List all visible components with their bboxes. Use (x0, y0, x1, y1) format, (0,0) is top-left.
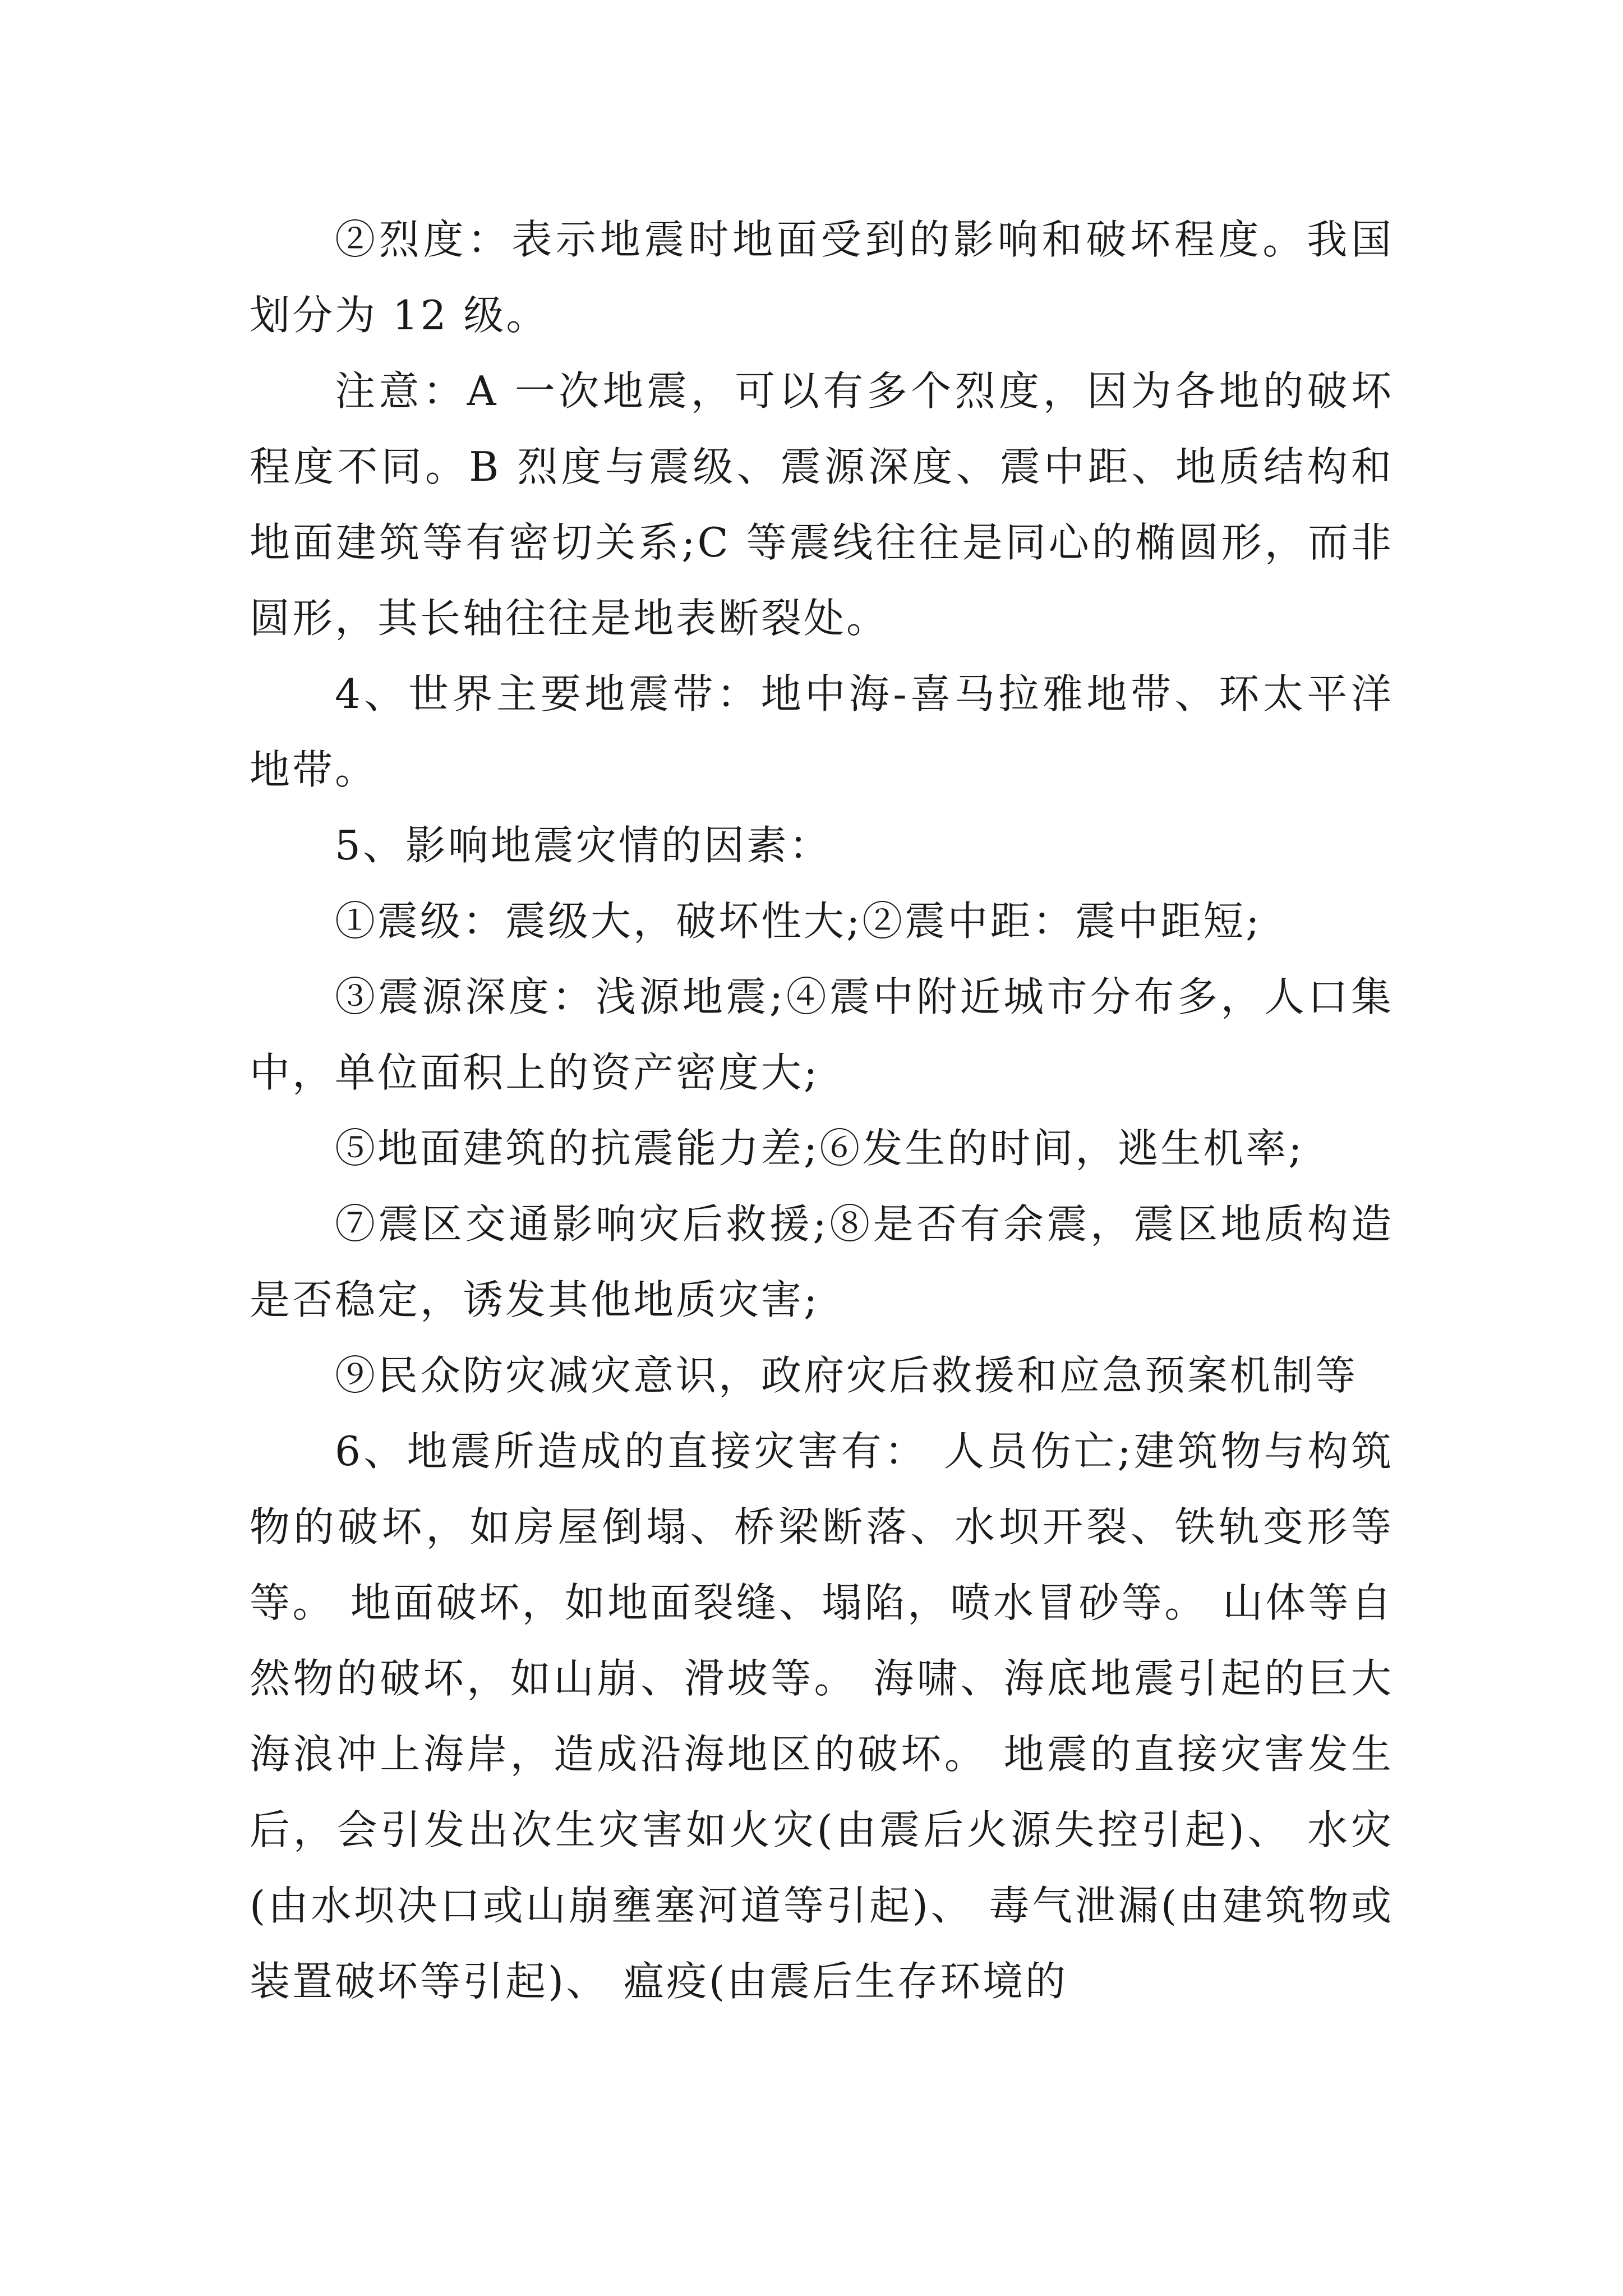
paragraph-factor-7-8: ⑦震区交通影响灾后救援;⑧是否有余震，震区地质构造是否稳定，诱发其他地质灾害; (250, 1200, 1394, 1323)
paragraph-intensity: ②烈度：表示地震时地面受到的影响和破坏程度。我国划分为 12 级。 (250, 216, 1394, 339)
document-body (250, 202, 1394, 2019)
paragraph-factors-heading: 5、影响地震灾情的因素： (335, 822, 832, 869)
paragraph-factor-1-2: ①震级：震级大，破坏性大;②震中距：震中距短; (335, 898, 1262, 945)
paragraph-note: 注意：A 一次地震，可以有多个烈度，因为各地的破坏程度不同。B 烈度与震级、震源深度、震中距、地质结构和地面建筑等有密切关系;C 等震线往往是同心的椭圆形，而非圆形，其长轴往往是地表断裂处。 (250, 367, 1394, 642)
paragraph-factor-9: ⑨民众防灾减灾意识，政府灾后救援和应急预案机制等 (335, 1352, 1358, 1399)
paragraph-seismic-belts: 4、世界主要地震带：地中海-喜马拉雅地带、环太平洋地带。 (250, 670, 1394, 793)
paragraph-factor-3-4: ③震源深度：浅源地震;④震中附近城市分布多，人口集中，单位面积上的资产密度大; (250, 973, 1394, 1096)
paragraph-factor-5-6: ⑤地面建筑的抗震能力差;⑥发生的时间，逃生机率; (335, 1125, 1304, 1172)
paragraph-direct-disasters: 6、地震所造成的直接灾害有： 人员伤亡;建筑物与构筑物的破坏，如房屋倒塌、桥梁断落、水坝开裂、铁轨变形等等。 地面破坏，如地面裂缝、塌陷，喷水冒砂等。 山体等自然物的破坏，如山崩、滑坡等。 海啸、海底地震引起的巨大海浪冲上海岸，造成沿海地区的破坏。 地震的直接灾害发生后，会引发出次生灾害如火灾(由震后火源失控引起)、 水灾(由水坝决口或山崩壅塞河道等引起)、 毒气泄漏(由建筑物或装置破坏等引起)、 瘟疫(由震后生存环境的 (250, 1428, 1394, 2005)
